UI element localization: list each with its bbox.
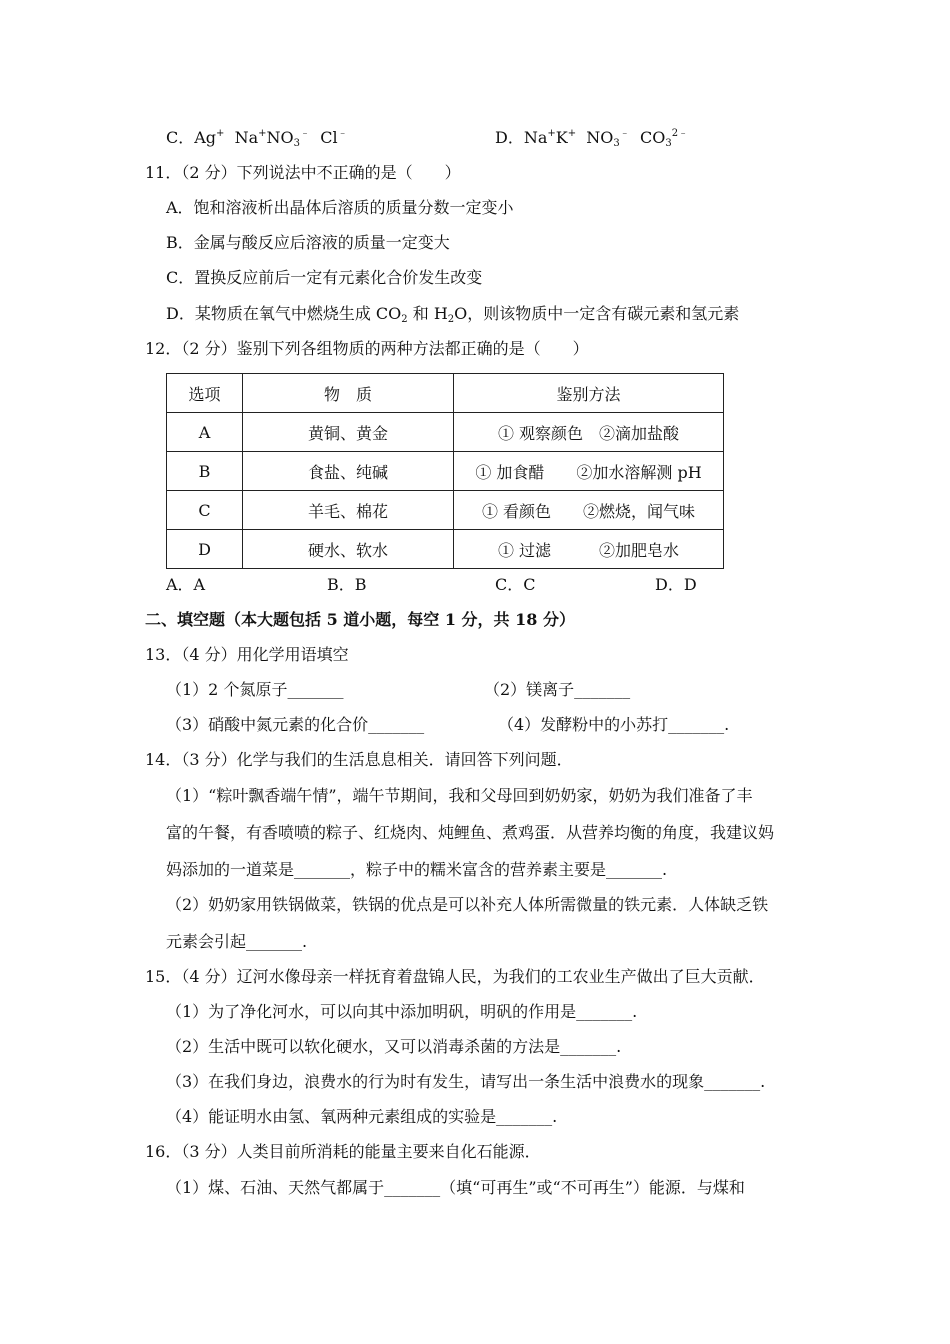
q10-option-c: C．Ag+ $Na^+NO_3^﹣$ Cl﹣ bbox=[166, 128, 348, 149]
q14-part-1-line-2: 富的午餐，有香喷喷的粽子、红烧肉、炖鲤鱼、煮鸡蛋．从营养均衡的角度，我建议妈 bbox=[166, 823, 775, 842]
q11-option-c: C．置换反应前后一定有元素化合价发生改变 bbox=[166, 268, 483, 287]
table-cell: 黄铜、黄金 bbox=[243, 413, 454, 452]
q12-answer-c: C．C bbox=[495, 575, 536, 594]
q10-option-d: D．Na+K+ $NO_3^﹣$ $CO_3^{2﹣}$ bbox=[495, 128, 689, 149]
table-cell: 羊毛、棉花 bbox=[243, 491, 454, 530]
q14-part-1-line-1: （1）“粽叶飘香端午情”，端午节期间，我和父母回到奶奶家，奶奶为我们准备了丰 bbox=[166, 786, 753, 805]
q12-answer-b: B．B bbox=[327, 575, 367, 594]
table-header-cell: 鉴别方法 bbox=[454, 374, 724, 413]
table-cell: 食盐、纯碱 bbox=[243, 452, 454, 491]
table-row bbox=[167, 413, 724, 452]
table-cell: B bbox=[167, 452, 243, 491]
q14-part-2-line-2: 元素会引起_______. bbox=[166, 932, 308, 951]
table-header-cell: 选项 bbox=[167, 374, 243, 413]
q13-part-4: （4）发酵粉中的小苏打_______. bbox=[498, 715, 730, 734]
q16-stem: 16．（3 分）人类目前所消耗的能量主要来自化石能源． bbox=[145, 1142, 541, 1161]
table-cell: ① 加食醋 ②加水溶解测 pH bbox=[454, 452, 724, 491]
table-header-cell: 物 质 bbox=[243, 374, 454, 413]
q13-stem: 13．（4 分）用化学用语填空 bbox=[145, 645, 349, 664]
table-row bbox=[167, 530, 724, 569]
q15-part-1: （1）为了净化河水，可以向其中添加明矾，明矾的作用是_______. bbox=[166, 1002, 638, 1021]
q11-option-a: A．饱和溶液析出晶体后溶质的质量分数一定变小 bbox=[166, 198, 514, 217]
q16-part-1: （1）煤、石油、天然气都属于_______（填“可再生”或“不可再生”）能源．与煤和 bbox=[166, 1178, 745, 1197]
table-cell: A bbox=[167, 413, 243, 452]
table-cell: C bbox=[167, 491, 243, 530]
q15-part-3: （3）在我们身边，浪费水的行为时有发生，请写出一条生活中浪费水的现象_______. bbox=[166, 1072, 766, 1091]
table-cell: ① 过滤 ②加肥皂水 bbox=[454, 530, 724, 569]
section-heading: 二、填空题（本大题包括 5 道小题，每空 1 分，共 18 分） bbox=[145, 610, 575, 629]
q12-answer-a: A．A bbox=[166, 575, 206, 594]
q14-stem: 14．（3 分）化学与我们的生活息息相关．请回答下列问题． bbox=[145, 750, 573, 769]
q13-part-1: （1）2 个氮原子_______ bbox=[166, 680, 344, 699]
table-header-row bbox=[167, 374, 724, 413]
table-row bbox=[167, 452, 724, 491]
table-row bbox=[167, 491, 724, 530]
q11-option-d: D．某物质在氧气中燃烧生成 $CO_2$ 和 $H_2O$，则该物质中一定含有碳元素和氢元素 bbox=[166, 304, 740, 325]
q14-part-1-line-3: 妈添加的一道菜是_______，粽子中的糯米富含的营养素主要是_______. bbox=[166, 860, 668, 879]
q12-answer-d: D．D bbox=[655, 575, 697, 594]
q15-part-2: （2）生活中既可以软化硬水，又可以消毒杀菌的方法是_______. bbox=[166, 1037, 622, 1056]
q15-stem: 15．（4 分）辽河水像母亲一样抚育着盘锦人民，为我们的工农业生产做出了巨大贡献． bbox=[145, 967, 765, 986]
q11-stem: 11．（2 分）下列说法中不正确的是（ ） bbox=[145, 163, 461, 182]
q12-identification-table bbox=[166, 373, 724, 569]
q13-part-2: （2）镁离子_______ bbox=[484, 680, 631, 699]
table-cell: ① 看颜色 ②燃烧，闻气味 bbox=[454, 491, 724, 530]
table-cell: ① 观察颜色 ②滴加盐酸 bbox=[454, 413, 724, 452]
q13-part-3: （3）硝酸中氮元素的化合价_______ bbox=[166, 715, 425, 734]
q15-part-4: （4）能证明水由氢、氧两种元素组成的实验是_______. bbox=[166, 1107, 558, 1126]
table-cell: 硬水、软水 bbox=[243, 530, 454, 569]
q11-option-b: B．金属与酸反应后溶液的质量一定变大 bbox=[166, 233, 450, 252]
q12-stem: 12．（2 分）鉴别下列各组物质的两种方法都正确的是（ ） bbox=[145, 339, 589, 358]
q14-part-2-line-1: （2）奶奶家用铁锅做菜，铁锅的优点是可以补充人体所需微量的铁元素．人体缺乏铁 bbox=[166, 895, 769, 914]
table-cell: D bbox=[167, 530, 243, 569]
